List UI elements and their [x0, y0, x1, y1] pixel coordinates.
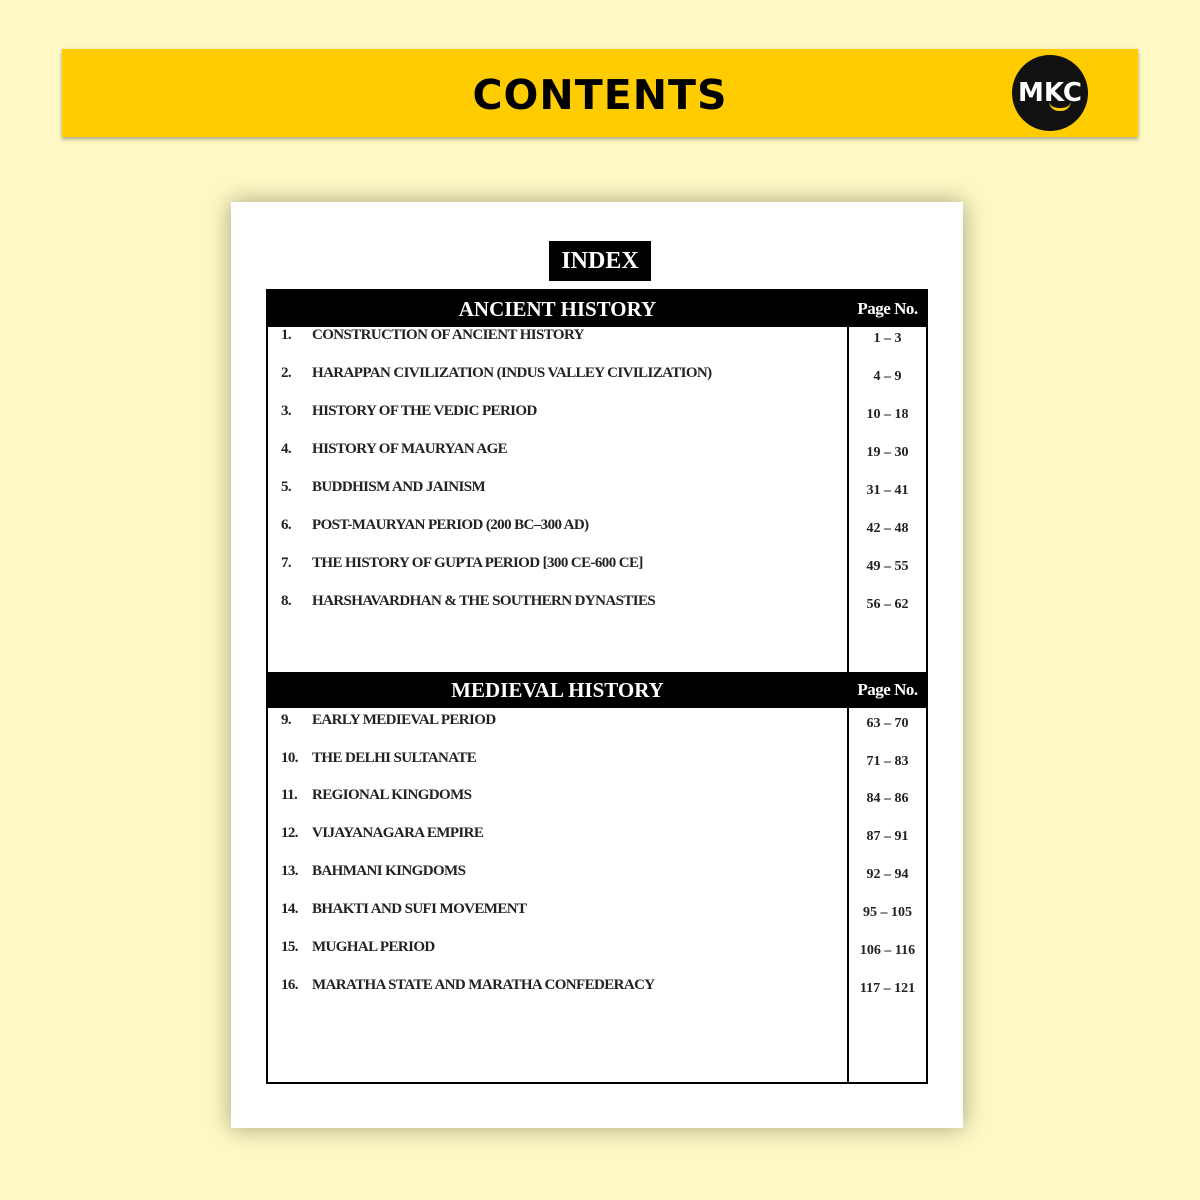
mkc-logo — [1012, 55, 1088, 131]
item-number: 5. — [281, 479, 292, 495]
item-title: THE DELHI SULTANATE — [312, 750, 477, 766]
section-title: ANCIENT HISTORY — [458, 297, 657, 321]
index-row — [268, 750, 926, 774]
item-pages: 63 – 70 — [866, 716, 909, 731]
index-row — [268, 939, 926, 963]
page-no-label: Page No. — [857, 299, 918, 318]
item-pages: 42 – 48 — [866, 521, 909, 536]
item-pages: 4 – 9 — [873, 369, 902, 384]
item-number: 14. — [281, 901, 298, 917]
index-table — [266, 289, 928, 1084]
item-pages: 106 – 116 — [859, 943, 916, 958]
item-pages: 56 – 62 — [866, 597, 909, 612]
item-pages: 87 – 91 — [866, 829, 909, 844]
index-row — [268, 977, 926, 1001]
section-title: MEDIEVAL HISTORY — [451, 678, 664, 702]
item-pages: 49 – 55 — [866, 559, 909, 574]
index-row — [268, 825, 926, 849]
item-number: 6. — [281, 517, 292, 533]
index-row — [268, 593, 926, 617]
index-title: INDEX — [549, 241, 651, 281]
item-title: HARAPPAN CIVILIZATION (INDUS VALLEY CIVILIZATION) — [312, 365, 712, 381]
index-row — [268, 327, 926, 351]
item-pages: 31 – 41 — [866, 483, 909, 498]
item-pages: 92 – 94 — [866, 867, 909, 882]
item-title: HISTORY OF MAURYAN AGE — [312, 441, 508, 457]
item-title: MUGHAL PERIOD — [312, 939, 435, 955]
item-title: EARLY MEDIEVAL PERIOD — [312, 712, 496, 728]
item-number: 2. — [281, 365, 292, 381]
index-row — [268, 441, 926, 465]
item-title: MARATHA STATE AND MARATHA CONFEDERACY — [312, 977, 655, 993]
item-title: POST-MAURYAN PERIOD (200 BC–300 AD) — [312, 517, 589, 533]
item-title: REGIONAL KINGDOMS — [312, 787, 472, 803]
item-number: 10. — [281, 750, 298, 766]
item-number: 1. — [281, 327, 292, 343]
index-row — [268, 712, 926, 736]
item-number: 11. — [281, 787, 298, 803]
item-title: THE HISTORY OF GUPTA PERIOD [300 CE-600 CE] — [312, 555, 643, 571]
item-title: VIJAYANAGARA EMPIRE — [312, 825, 484, 841]
logo-text: MKC — [1018, 78, 1082, 108]
item-number: 7. — [281, 555, 292, 571]
item-number: 4. — [281, 441, 292, 457]
item-pages: 19 – 30 — [866, 445, 909, 460]
item-number: 9. — [281, 712, 292, 728]
contents-banner — [62, 49, 1138, 137]
item-title: CONSTRUCTION OF ANCIENT HISTORY — [312, 327, 584, 343]
item-pages: 1 – 3 — [873, 331, 902, 346]
item-title: BUDDHISM AND JAINISM — [312, 479, 486, 495]
index-row — [268, 863, 926, 887]
item-title: BAHMANI KINGDOMS — [312, 863, 466, 879]
item-title: BHAKTI AND SUFI MOVEMENT — [312, 901, 527, 917]
index-row — [268, 555, 926, 579]
page-no-label: Page No. — [857, 680, 918, 699]
banner-title: CONTENTS — [472, 71, 728, 119]
item-number: 8. — [281, 593, 292, 609]
item-pages: 95 – 105 — [863, 905, 912, 920]
item-number: 3. — [281, 403, 292, 419]
index-row — [268, 479, 926, 503]
index-row — [268, 365, 926, 389]
index-row — [268, 787, 926, 811]
item-title: HARSHAVARDHAN & THE SOUTHERN DYNASTIES — [312, 593, 656, 609]
item-number: 12. — [281, 825, 298, 841]
index-row — [268, 517, 926, 541]
item-pages: 10 – 18 — [866, 407, 909, 422]
index-row — [268, 403, 926, 427]
item-number: 15. — [281, 939, 298, 955]
item-title: HISTORY OF THE VEDIC PERIOD — [312, 403, 537, 419]
item-number: 16. — [281, 977, 298, 993]
section-header-medieval — [268, 672, 926, 708]
index-page — [231, 202, 963, 1128]
section-header-ancient — [268, 291, 926, 327]
item-pages: 84 – 86 — [866, 791, 909, 806]
item-number: 13. — [281, 863, 298, 879]
logo-smile-icon — [1049, 101, 1071, 111]
index-row — [268, 901, 926, 925]
item-pages: 71 – 83 — [866, 754, 909, 769]
item-pages: 117 – 121 — [859, 981, 916, 996]
